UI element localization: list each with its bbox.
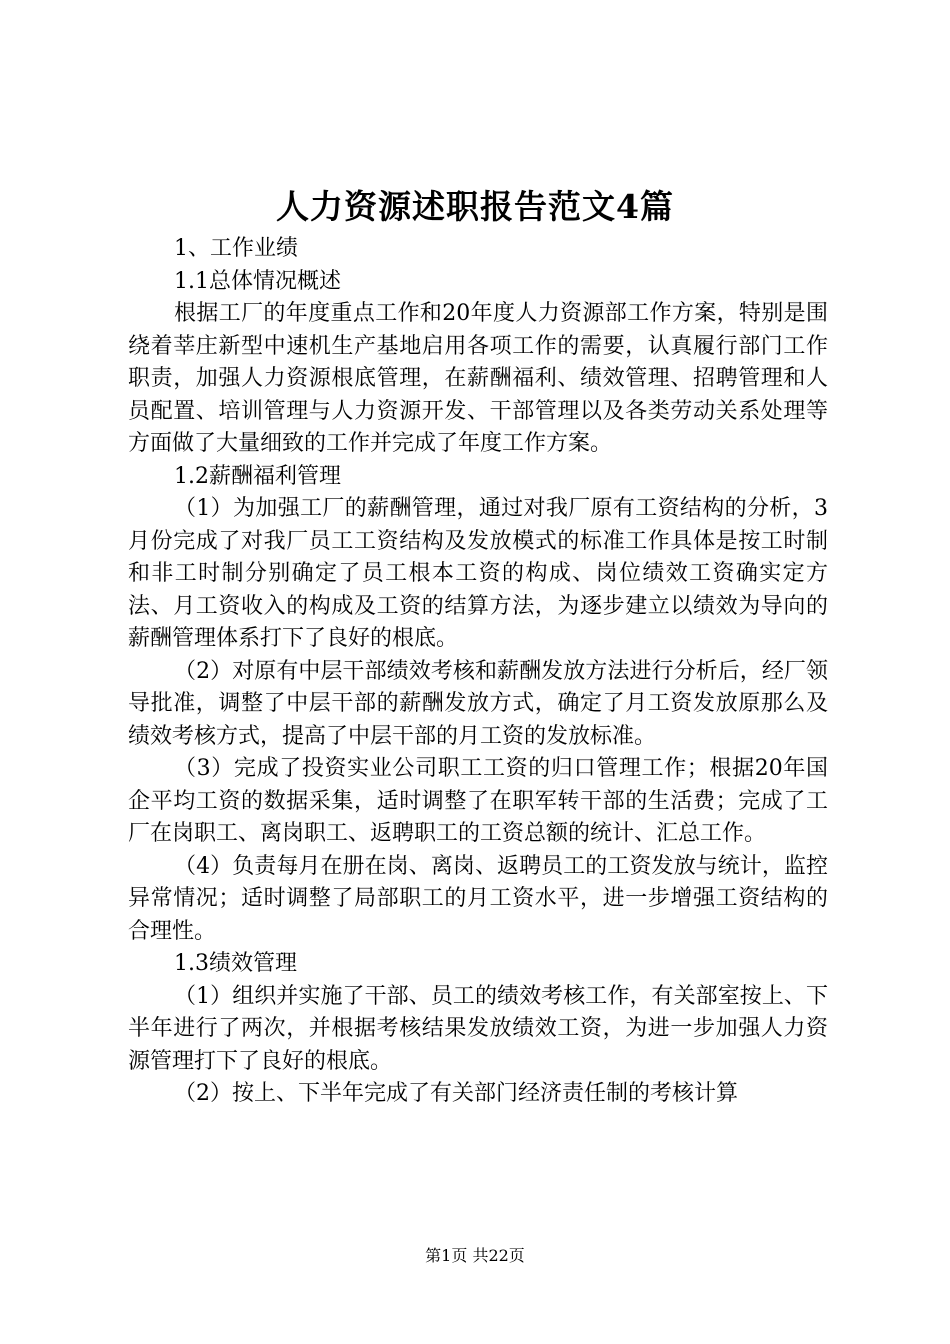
paragraph: 根据工厂的年度重点工作和20年度人力资源部工作方案，特别是围绕着莘庄新型中速机生产基地启用各项工作的需要，认真履行部门工作职责，加强人力资源根底管理，在薪酬福利、绩效管理、招聘管理和人员配置、培训管理与人力资源开发、干部管理以及各类劳动关系处理等方面做了大量细致的工作并完成了年度工作方案。 (128, 301, 828, 456)
paragraph: （4）负责每月在册在岗、离岗、返聘员工的工资发放与统计，监控异常情况；适时调整了局部职工的月工资水平，进一步增强工资结构的合理性。 (128, 853, 828, 944)
paragraph: （2）按上、下半年完成了有关部门经济责任制的考核计算 (174, 1081, 738, 1106)
section-heading: 1、工作业绩 (174, 236, 298, 261)
paragraph: （1）为加强工厂的薪酬管理，通过对我厂原有工资结构的分析，3月份完成了对我厂员工工资结构及发放模式的标准工作具体是按工时制和非工时制分别确定了员工根本工资的构成、岗位绩效工资确实定方法、月工资收入的构成及工资的结算方法，为逐步建立以绩效为导向的薪酬管理体系打下了良好的根底。 (128, 496, 828, 651)
subsection-heading: 1.1总体情况概述 (174, 268, 341, 294)
paragraph: （3）完成了投资实业公司职工工资的归口管理工作；根据20年国企平均工资的数据采集，适时调整了在职军转干部的生活费；完成了工厂在岗职工、离岗职工、返聘职工的工资总额的统计、汇总工作。 (128, 756, 828, 846)
paragraph: （2）对原有中层干部绩效考核和薪酬发放方法进行分析后，经厂领导批准，调整了中层干部的薪酬发放方式，确定了月工资发放原那么及绩效考核方式，提高了中层干部的月工资的发放标准。 (128, 658, 828, 749)
subsection-heading: 1.3绩效管理 (174, 951, 297, 976)
document-body (128, 233, 828, 1111)
page-number-footer: 第1页 共22页 (425, 1246, 525, 1265)
subsection-heading: 1.2薪酬福利管理 (174, 463, 341, 489)
paragraph: （1）组织并实施了干部、员工的绩效考核工作，有关部室按上、下半年进行了两次，并根据考核结果发放绩效工资，为进一步加强人力资源管理打下了良好的根底。 (128, 983, 828, 1074)
page-title: 人力资源述职报告范文4篇 (276, 187, 674, 226)
